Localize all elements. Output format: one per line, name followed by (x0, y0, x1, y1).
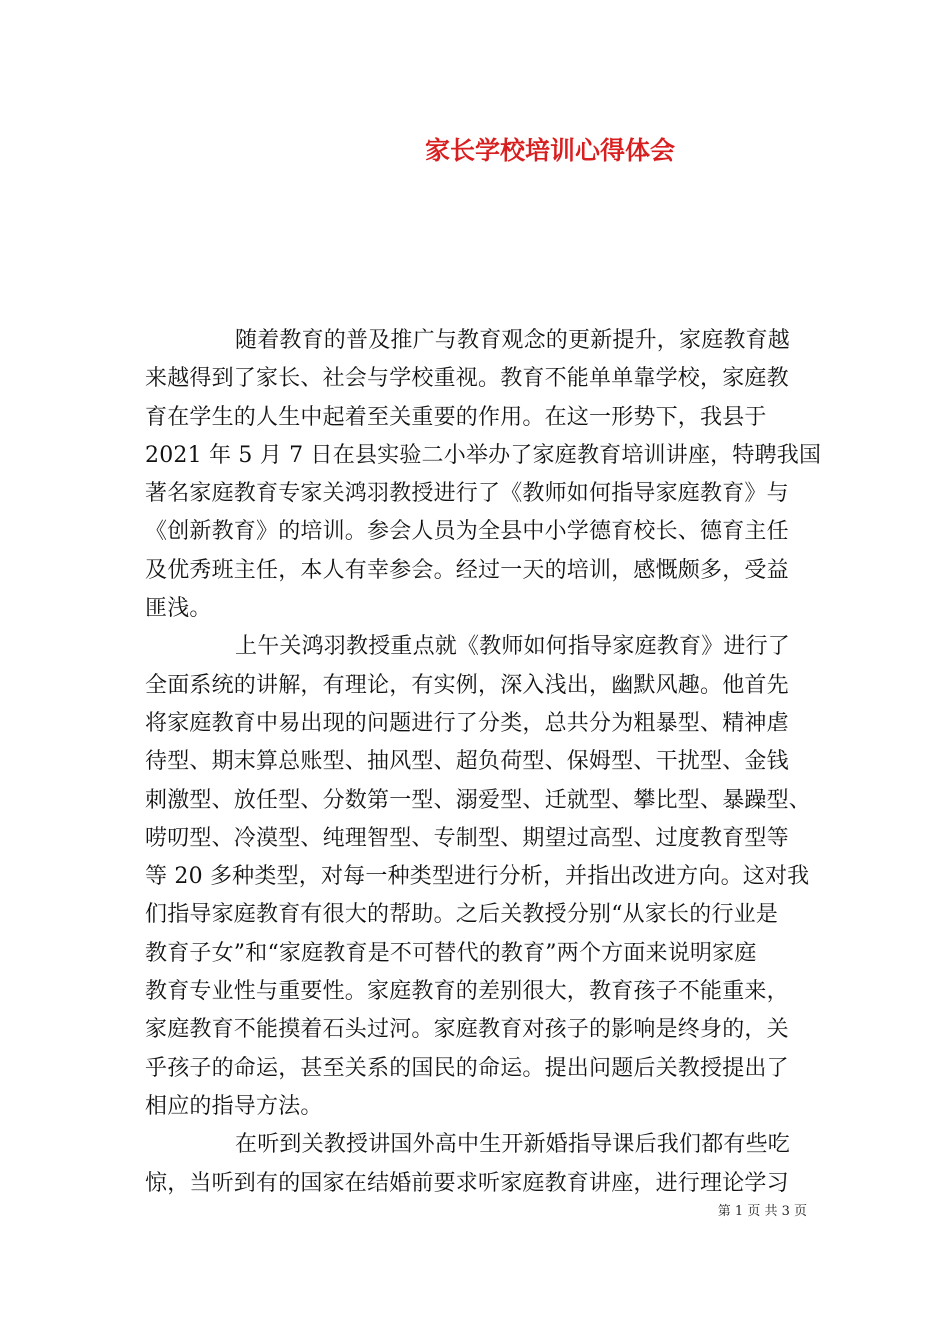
paragraph-2-line-5: 刺激型、放任型、分数第一型、溺爱型、迁就型、攀比型、暴躁型、 (145, 787, 812, 813)
paragraph-1-line-5: 著名家庭教育专家关鸿羽教授进行了《教师如何指导家庭教育》与 (145, 481, 789, 507)
paragraph-2-line-10: 教育专业性与重要性。家庭教育的差别很大，教育孩子不能重来， (145, 979, 789, 1005)
paragraph-2-line-7: 等 20 多种类型，对每一种类型进行分析，并指出改进方向。这对我 (145, 864, 810, 890)
paragraph-1-line-4: 2021 年 5 月 7 日在县实验二小举办了家庭教育培训讲座，特聘我国 (145, 442, 822, 468)
paragraph-2-line-8: 们指导家庭教育有很大的帮助。之后关教授分别“从家长的行业是 (145, 902, 779, 928)
paragraph-1-line-8: 匪浅。 (145, 596, 212, 622)
paragraph-2-line-2: 全面系统的讲解，有理论，有实例，深入浅出，幽默风趣。他首先 (145, 672, 789, 698)
paragraph-2-line-3: 将家庭教育中易出现的问题进行了分类，总共分为粗暴型、精神虐 (145, 710, 789, 736)
paragraph-2-line-4: 待型、期末算总账型、抽风型、超负荷型、保姆型、干扰型、金钱 (145, 749, 789, 775)
paragraph-2-line-12: 乎孩子的命运，甚至关系的国民的命运。提出问题后关教授提出了 (145, 1055, 789, 1081)
page-number-footer: 第 1 页 共 3 页 (717, 1204, 807, 1219)
document-body (145, 322, 822, 1203)
paragraph-1-line-6: 《创新教育》的培训。参会人员为全县中小学德育校长、德育主任 (145, 519, 789, 545)
paragraph-1-line-1: 随着教育的普及推广与教育观念的更新提升，家庭教育越 (235, 328, 791, 353)
paragraph-2-line-9: 教育子女”和“家庭教育是不可替代的教育”两个方面来说明家庭 (145, 940, 757, 966)
paragraph-1-line-3: 育在学生的人生中起着至关重要的作用。在这一形势下，我县于 (145, 404, 767, 430)
paragraph-2-line-6: 唠叨型、冷漠型、纯理智型、专制型、期望过高型、过度教育型等 (145, 825, 789, 851)
paragraph-3-line-2: 惊，当听到有的国家在结婚前要求听家庭教育讲座，进行理论学习 (145, 1170, 789, 1196)
paragraph-2-line-11: 家庭教育不能摸着石头过河。家庭教育对孩子的影响是终身的，关 (145, 1017, 789, 1043)
paragraph-2-line-1: 上午关鸿羽教授重点就《教师如何指导家庭教育》进行了 (235, 634, 791, 660)
document-title: 家长学校培训心得体会 (424, 136, 675, 165)
paragraph-1-line-2: 来越得到了家长、社会与学校重视。教育不能单单靠学校，家庭教 (145, 366, 789, 392)
paragraph-3-line-1: 在听到关教授讲国外高中生开新婚指导课后我们都有些吃 (235, 1132, 791, 1158)
paragraph-1-line-7: 及优秀班主任，本人有幸参会。经过一天的培训，感慨颇多，受益 (145, 557, 789, 583)
paragraph-2-line-13: 相应的指导方法。 (145, 1093, 323, 1119)
